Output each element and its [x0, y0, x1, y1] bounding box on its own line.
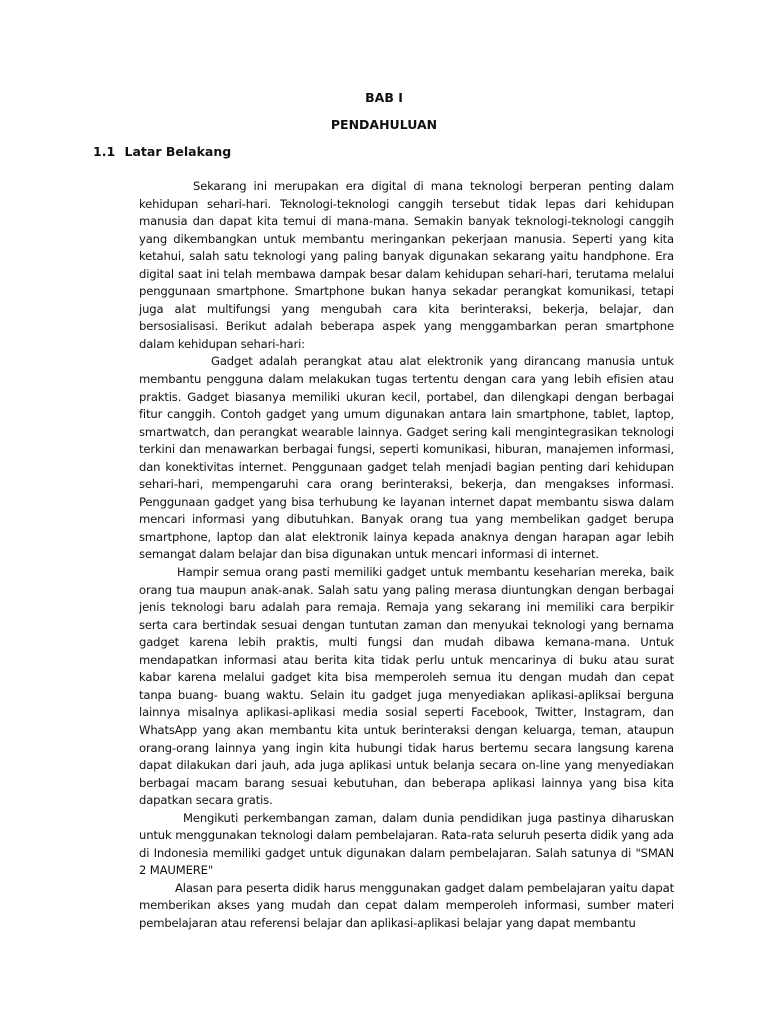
paragraph-gadget-usage: Hampir semua orang pasti memiliki gadget untuk membantu keseharian mereka, baik orang tua maupun anak-anak. Salah satu yang paling merasa diuntungkan dengan berbagai jenis teknologi baru adalah para remaja. Remaja yang sekarang ini memiliki cara berpikir serta cara bertindak sesuai dengan tuntutan zaman dan menyukai teknologi yang bernama gadget karena lebih praktis, multi fungsi dan mudah dibawa kemana-mana. Untuk mendapatkan informasi atau berita kita tidak perlu untuk mencarinya di buku atau surat kabar karena melalui gadget kita bisa memperoleh semua itu dengan mudah dan cepat tanpa buang- buang waktu. Selain itu gadget juga menyediakan aplikasi-apliksai berguna lainnya misalnya aplikasi-aplikasi media sosial seperti Facebook, Twitter, Instagram, dan WhatsApp yang akan membantu kita untuk berinteraksi dengan keluarga, teman, ataupun orang-orang lainnya yang ingin kita hubungi tidak harus bertemu secara langsung karena dapat dilakukan dari jauh, ada juga aplikasi untuk belanja secara on-line yang menyediakan berbagai macam barang sesuai kebutuhan, dan beberapa aplikasi lainnya yang bisa kita dapatkan secara gratis. [139, 565, 674, 808]
paragraph-reasons: Alasan para peserta didik harus menggunakan gadget dalam pembelajaran yaitu dapat memberikan akses yang mudah dan cepat dalam memperoleh informasi, sumber materi pembelajaran atau referensi belajar dan aplikasi-aplikasi belajar yang dapat membantu [139, 880, 674, 930]
section-title: Latar Belakang [124, 144, 232, 159]
chapter-number: BAB I [365, 90, 403, 105]
paragraph-gadget-definition: Gadget adalah perangkat atau alat elektronik yang dirancang manusia untuk membantu pengguna dalam melakukan tugas tertentu dengan cara yang lebih efisien atau praktis. Gadget biasanya memiliki ukuran kecil, portabel, dan dilengkapi dengan berbagai fitur canggih. Contoh gadget yang umum digunakan antara lain smartphone, tablet, laptop, smartwatch, dan perangkat wearable lainnya. Gadget sering kali mengintegrasikan teknologi terkini dan menawarkan berbagai fungsi, seperti komunikasi, hiburan, manajemen informasi, dan konektivitas internet. Penggunaan gadget telah menjadi bagian penting dari kehidupan sehari-hari, mempengaruhi cara orang berinteraksi, bekerja, dan mengakses informasi. Penggunaan gadget yang bisa terhubung ke layanan internet dapat membantu siswa dalam mencari informasi yang dibutuhkan. Banyak orang tua yang membelikan gadget berupa smartphone, laptop dan alat elektronik lainya kepada anaknya dengan harapan agar lebih semangat dalam belajar dan bisa digunakan untuk mencari informasi di internet. [139, 354, 674, 562]
paragraph-intro: Sekarang ini merupakan era digital di mana teknologi berperan penting dalam kehidupan sehari-hari. Teknologi-teknologi canggih tersebut tidak lepas dari kehidupan manusia dan dapat kita temui di mana-mana. Semakin banyak teknologi-teknologi canggih yang dikembangkan untuk membantu meringankan pekerjaan manusia. Seperti yang kita ketahui, salah satu teknologi yang paling banyak digunakan sekarang yaitu handphone. Era digital saat ini telah membawa dampak besar dalam kehidupan sehari-hari, terutama melalui penggunaan smartphone. Smartphone bukan hanya sekadar perangkat komunikasi, tetapi juga alat multifungsi yang mengubah cara kita berinteraksi, bekerja, belajar, dan bersosialisasi. Berikut adalah beberapa aspek yang menggambarkan peran smartphone dalam kehidupan sehari-hari: [139, 179, 674, 351]
chapter-title: PENDAHULUAN [330, 117, 438, 132]
section-heading [93, 144, 231, 159]
paragraph-education: Mengikuti perkembangan zaman, dalam dunia pendidikan juga pastinya diharuskan untuk menggunakan teknologi dalam pembelajaran. Rata-rata seluruh peserta didik yang ada di Indonesia memiliki gadget untuk digunakan dalam pembelajaran. Salah satunya di "SMAN 2 MAUMERE" [139, 810, 674, 878]
body-text [139, 178, 674, 933]
section-number: 1.1 [93, 144, 116, 159]
